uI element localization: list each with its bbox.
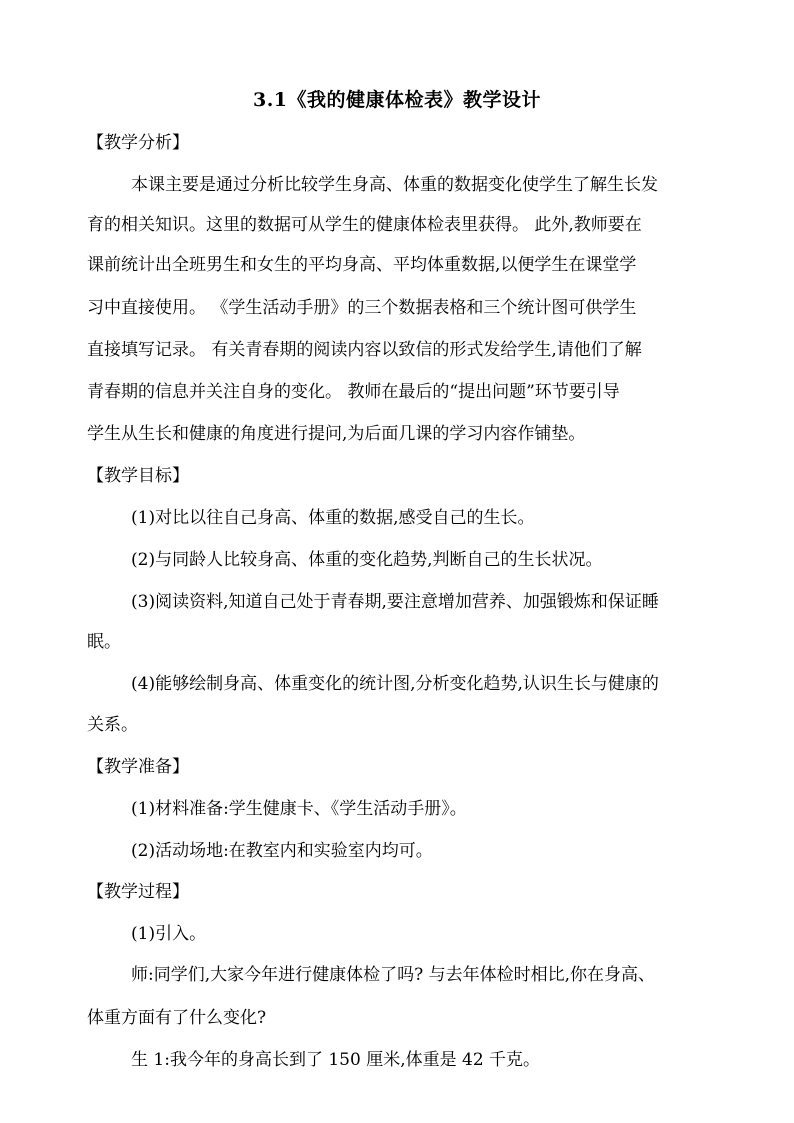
- process-line: 体重方面有了什么变化?: [87, 1008, 267, 1028]
- section-heading-process: 【教学过程】: [87, 882, 189, 902]
- objective-item: (2)与同龄人比较身高、体重的变化趋势,判断自己的生长状况。: [131, 550, 603, 570]
- section-heading-preparation: 【教学准备】: [87, 757, 189, 777]
- process-line: (1)引入。: [131, 924, 207, 944]
- process-line: 师:同学们,大家今年进行健康体检了吗? 与去年体检时相比,你在身高、: [131, 965, 656, 985]
- paragraph-line: 青春期的信息并关注自身的变化。 教师在最后的“提出问题”环节要引导: [87, 382, 620, 402]
- section-heading-objectives: 【教学目标】: [87, 466, 189, 486]
- paragraph-line: 学生从生长和健康的角度进行提问,为后面几课的学习内容作铺垫。: [87, 424, 586, 444]
- paragraph-line: 育的相关知识。这里的数据可从学生的健康体检表里获得。 此外,教师要在: [87, 215, 642, 235]
- paragraph-line: 直接填写记录。 有关青春期的阅读内容以致信的形式发给学生,请他们了解: [87, 340, 642, 360]
- objective-item: (3)阅读资料,知道自己处于青春期,要注意增加营养、加强锻炼和保证睡: [131, 592, 659, 612]
- objective-item: (4)能够绘制身高、体重变化的统计图,分析变化趋势,认识生长与健康的: [131, 674, 659, 694]
- section-heading-analysis: 【教学分析】: [87, 133, 189, 153]
- paragraph-line: 课前统计出全班男生和女生的平均身高、平均体重数据,以便学生在课堂学: [87, 255, 637, 275]
- process-line: 生 1:我今年的身高长到了 150 厘米,体重是 42 千克。: [131, 1050, 541, 1070]
- preparation-item: (2)活动场地:在教室内和实验室内均可。: [131, 841, 433, 861]
- preparation-item: (1)材料准备:学生健康卡、《学生活动手册》。: [131, 799, 467, 819]
- objective-item-continuation: 关系。: [87, 715, 138, 735]
- paragraph-line: 本课主要是通过分析比较学生身高、体重的数据变化使学生了解生长发: [131, 175, 658, 195]
- objective-item: (1)对比以往自己身高、体重的数据,感受自己的生长。: [131, 508, 535, 528]
- document-title: 3.1《我的健康体检表》教学设计: [252, 89, 542, 111]
- paragraph-line: 习中直接使用。 《学生活动手册》的三个数据表格和三个统计图可供学生: [87, 298, 637, 318]
- objective-item-continuation: 眠。: [87, 632, 121, 652]
